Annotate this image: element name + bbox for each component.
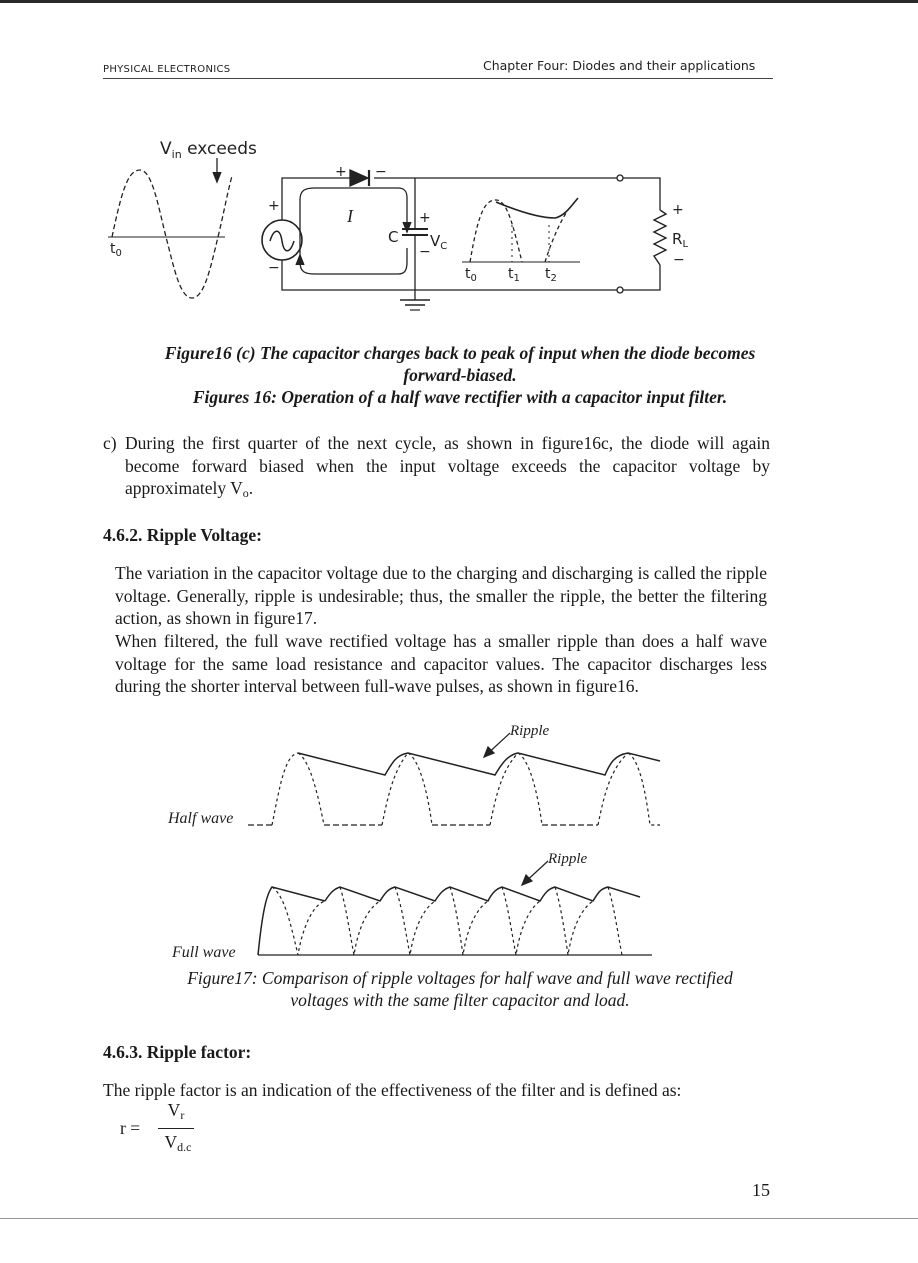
figure16c-caption-line1: Figure16 (c) The capacitor charges back to peak of input when the diode becomes xyxy=(164,343,756,363)
t0-label: $t_0$ xyxy=(110,241,122,259)
vc-label: $V_C$ xyxy=(430,232,448,252)
source-plus: + xyxy=(268,198,280,214)
cap-plus: + xyxy=(419,210,431,226)
list-marker-c: c) xyxy=(103,433,117,453)
ripple-factor-intro: The ripple factor is an indication of the effectiveness of the filter and is defined as: xyxy=(103,1080,682,1100)
ripple-voltage-paragraph-1: The variation in the capacitor voltage due to the charging and discharging is called the ripple voltage. Generally, ripple is undesirable; thus, the smaller the ripple, the better the filtering action, as shown in figure17. xyxy=(115,563,767,628)
rl-minus: − xyxy=(673,252,685,268)
rl-plus: + xyxy=(672,202,684,218)
running-header-left: PHYSICAL ELECTRONICS xyxy=(103,64,231,75)
figure17-caption xyxy=(100,967,820,1011)
rl-label: $R_L$ xyxy=(672,230,689,250)
fraction-bar xyxy=(158,1128,194,1129)
formula-denominator: $V_{d.c}$ xyxy=(164,1132,192,1154)
full-wave-plot xyxy=(258,887,652,955)
half-wave-plot xyxy=(248,753,660,825)
figure17-caption-line1: Figure17: Comparison of ripple voltages for half wave and full wave rectified xyxy=(187,968,733,988)
running-header-right: Chapter Four: Diodes and their applications xyxy=(483,58,756,73)
half-wave-label: Half wave xyxy=(168,810,234,827)
figure16c-caption xyxy=(100,342,820,408)
diode-minus: − xyxy=(375,164,387,180)
vin-exceeds-label: $V_{in}$ exceeds xyxy=(160,139,257,161)
diode-plus: + xyxy=(335,164,347,180)
section-heading-4-6-2: 4.6.2. Ripple Voltage: xyxy=(103,525,262,545)
capacitor-label: C xyxy=(388,228,399,246)
section-heading-4-6-3: 4.6.3. Ripple factor: xyxy=(103,1042,252,1062)
ripple-label-half: Ripple xyxy=(510,723,550,739)
figure16-caption: Figures 16: Operation of a half wave rectifier with a capacitor input filter. xyxy=(192,387,728,407)
cap-minus: − xyxy=(419,244,431,260)
figure16-circuit xyxy=(0,0,918,330)
wave-t2-label: $t_2$ xyxy=(545,266,557,284)
figure17-caption-line2: voltages with the same filter capacitor and load. xyxy=(290,990,630,1010)
diode xyxy=(350,170,368,186)
current-label: I xyxy=(347,206,353,226)
footer-rule xyxy=(0,1218,918,1219)
formula-numerator: $V_r$ xyxy=(167,1100,185,1122)
page-number: 15 xyxy=(752,1180,770,1200)
resistor-zigzag xyxy=(654,210,666,265)
wave-t1-label: $t_1$ xyxy=(508,266,520,284)
full-wave-label: Full wave xyxy=(172,944,236,961)
figure16c-caption-line2: forward-biased. xyxy=(403,365,517,385)
ripple-voltage-paragraph-2: When filtered, the full wave rectified voltage has a smaller ripple than does a half wave voltage for the same load resistance and capacitor values. The capacitor discharges less during the shorter interval between full-wave pulses, as shown in figure16. xyxy=(115,631,767,696)
list-item-c: During the first quarter of the next cycle, as shown in figure16c, the diode will again become forward biased when the input voltage exceeds the capacitor voltage by approximately $V_o$. xyxy=(125,433,770,500)
figure17-waveforms xyxy=(0,715,918,965)
wave-t0-label: $t_0$ xyxy=(465,266,477,284)
input-sine-wave xyxy=(112,170,232,298)
formula-lhs: r = xyxy=(120,1118,141,1138)
ripple-label-full: Ripple xyxy=(548,851,588,867)
source-minus: − xyxy=(268,260,280,276)
